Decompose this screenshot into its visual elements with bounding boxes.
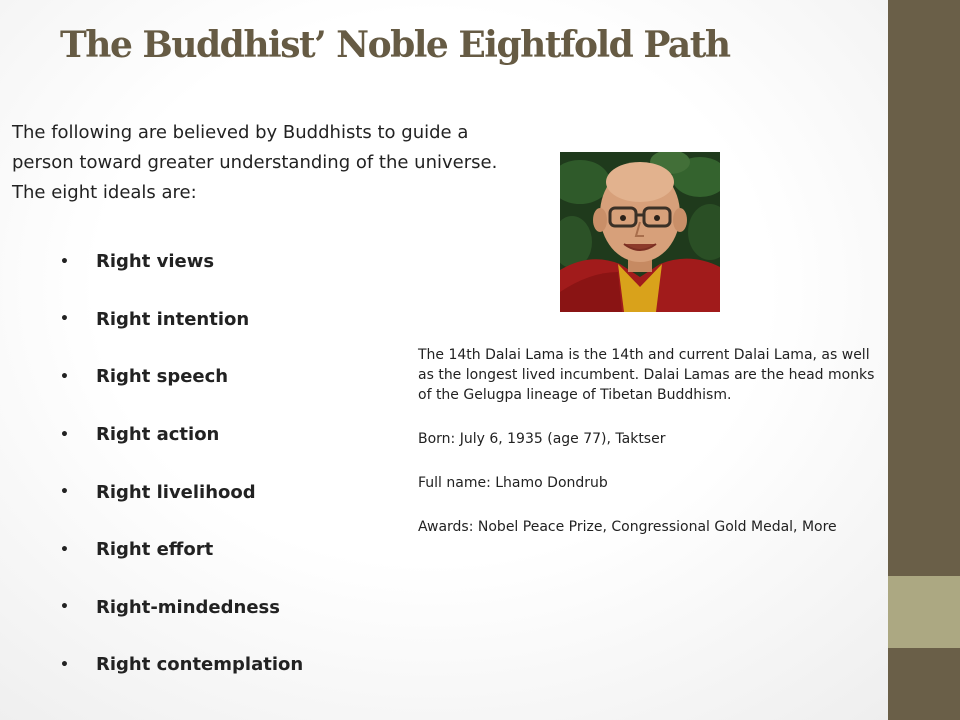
list-item — [60, 463, 390, 521]
bullet-icon: • — [60, 368, 69, 385]
ideal-label: Right effort — [96, 539, 214, 561]
bullet-icon: • — [60, 426, 69, 443]
intro-text: The following are believed by Buddhists to guide a person toward greater understanding of the universe. The eight ideals are: — [12, 122, 498, 203]
bullet-icon: • — [60, 311, 69, 328]
list-item — [60, 291, 390, 349]
sidebar-band-top — [888, 0, 960, 576]
bullet-icon: • — [60, 541, 69, 558]
list-item — [60, 406, 390, 464]
bullet-icon: • — [60, 253, 69, 270]
portrait-illustration — [560, 152, 720, 312]
slide-title: The Buddhist’ Noble Eightfold Path — [60, 24, 730, 66]
list-item — [60, 521, 390, 579]
bullet-icon: • — [60, 484, 69, 501]
caption-full-name: Full name: Lhamo Dondrub — [418, 475, 608, 491]
bullet-icon: • — [60, 599, 69, 616]
sidebar-band-bottom — [888, 648, 960, 720]
list-item — [60, 233, 390, 291]
portrait-photo — [560, 152, 720, 312]
sidebar-band-middle — [888, 576, 960, 648]
ideal-label: Right contemplation — [96, 654, 304, 676]
ideals-list — [60, 233, 390, 694]
list-item — [60, 348, 390, 406]
ideal-label: Right speech — [96, 366, 229, 388]
ideal-label: Right action — [96, 424, 220, 446]
bullet-icon: • — [60, 656, 69, 673]
ideal-label: Right intention — [96, 308, 250, 330]
caption-born: Born: July 6, 1935 (age 77), Taktser — [418, 431, 666, 447]
list-item — [60, 636, 390, 694]
caption-block — [418, 345, 888, 561]
ideal-label: Right-mindedness — [96, 596, 280, 618]
caption-description: The 14th Dalai Lama is the 14th and current Dalai Lama, as well as the longest lived incumbent. Dalai Lamas are the head monks of the Gelugpa lineage of Tibetan Buddhism. — [418, 347, 875, 403]
list-item — [60, 579, 390, 637]
ideal-label: Right livelihood — [96, 481, 256, 503]
caption-awards: Awards: Nobel Peace Prize, Congressional Gold Medal, More — [418, 519, 837, 535]
ideal-label: Right views — [96, 251, 215, 273]
